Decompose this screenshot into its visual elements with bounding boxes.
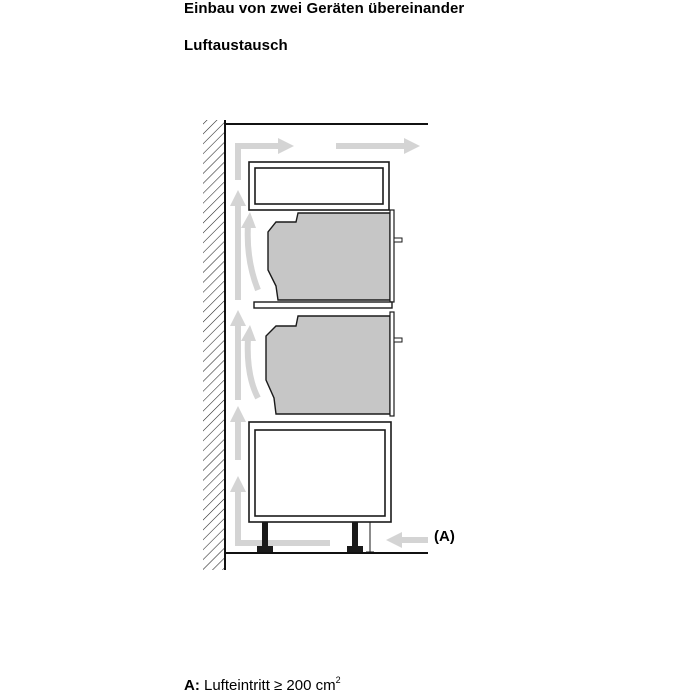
legend-text: Lufteintritt ≥ 200 cm	[204, 677, 336, 694]
callout-label-a: (A)	[434, 528, 455, 545]
section-subtitle: Luftaustausch	[184, 37, 288, 54]
lower-oven	[266, 312, 402, 416]
upper-oven	[268, 210, 402, 302]
inlet-gap-marker	[366, 522, 374, 552]
page-title: Einbau von zwei Geräten übereinander	[184, 0, 465, 17]
legend-key: A:	[184, 677, 200, 694]
cabinet-feet	[257, 522, 363, 552]
middle-shelf	[254, 302, 392, 308]
legend-superscript: 2	[335, 675, 341, 685]
bottom-cabinet	[249, 422, 391, 522]
legend-caption	[184, 677, 341, 694]
wall	[203, 120, 225, 570]
top-cabinet	[249, 162, 389, 210]
